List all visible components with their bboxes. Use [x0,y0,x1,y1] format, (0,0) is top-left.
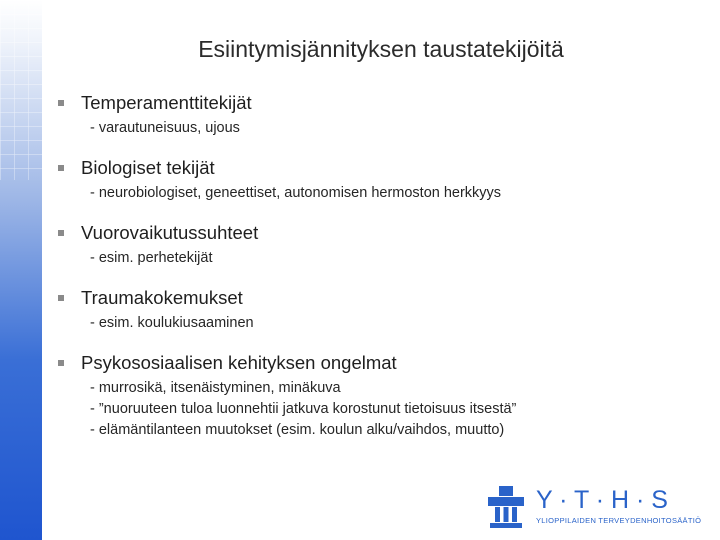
bullet-subitem: - neurobiologiset, geneettiset, autonomisen hermoston herkkyys [90,185,502,201]
bullet-subitem: - varautuneisuus, ujous [90,120,240,136]
square-bullet-icon [58,165,64,171]
square-bullet-icon [58,230,64,236]
yths-logo [486,486,706,530]
bullet-section [58,222,698,269]
bullet-heading: Biologiset tekijät [81,157,215,178]
yths-cross-logo-icon [486,486,526,528]
slide-title: Esiintymisjännityksen taustatekijöitä [198,36,564,62]
bullet-section [58,352,698,441]
bullet-heading: Temperamenttitekijät [81,92,252,113]
bullet-subitem: - elämäntilanteen muutokset (esim. koulun alku/vaihdos, muutto) [90,422,505,438]
bullet-section [58,157,698,204]
bullet-section [58,287,698,334]
side-tile-pattern [0,0,42,180]
bullet-subitem: - murrosikä, itsenäistyminen, minäkuva [90,380,341,396]
bullet-list [58,92,698,459]
bullet-subitem: - ”nuoruuteen tuloa luonnehtii jatkuva korostunut tietoisuus itsestä” [90,401,517,417]
bullet-heading: Traumakokemukset [81,287,243,308]
bullet-heading: Vuorovaikutussuhteet [81,222,259,243]
bullet-section [58,92,698,139]
bullet-subitem: - esim. perhetekijät [90,250,213,266]
square-bullet-icon [58,100,64,106]
square-bullet-icon [58,295,64,301]
logo-letters: Y · T · H · S [536,486,668,514]
bullet-heading: Psykososiaalisen kehityksen ongelmat [81,352,397,373]
square-bullet-icon [58,360,64,366]
bullet-subitem: - esim. koulukiusaaminen [90,315,254,331]
logo-subtitle: YLIOPPILAIDEN TERVEYDENHOITOSÄÄTIÖ [536,516,702,525]
